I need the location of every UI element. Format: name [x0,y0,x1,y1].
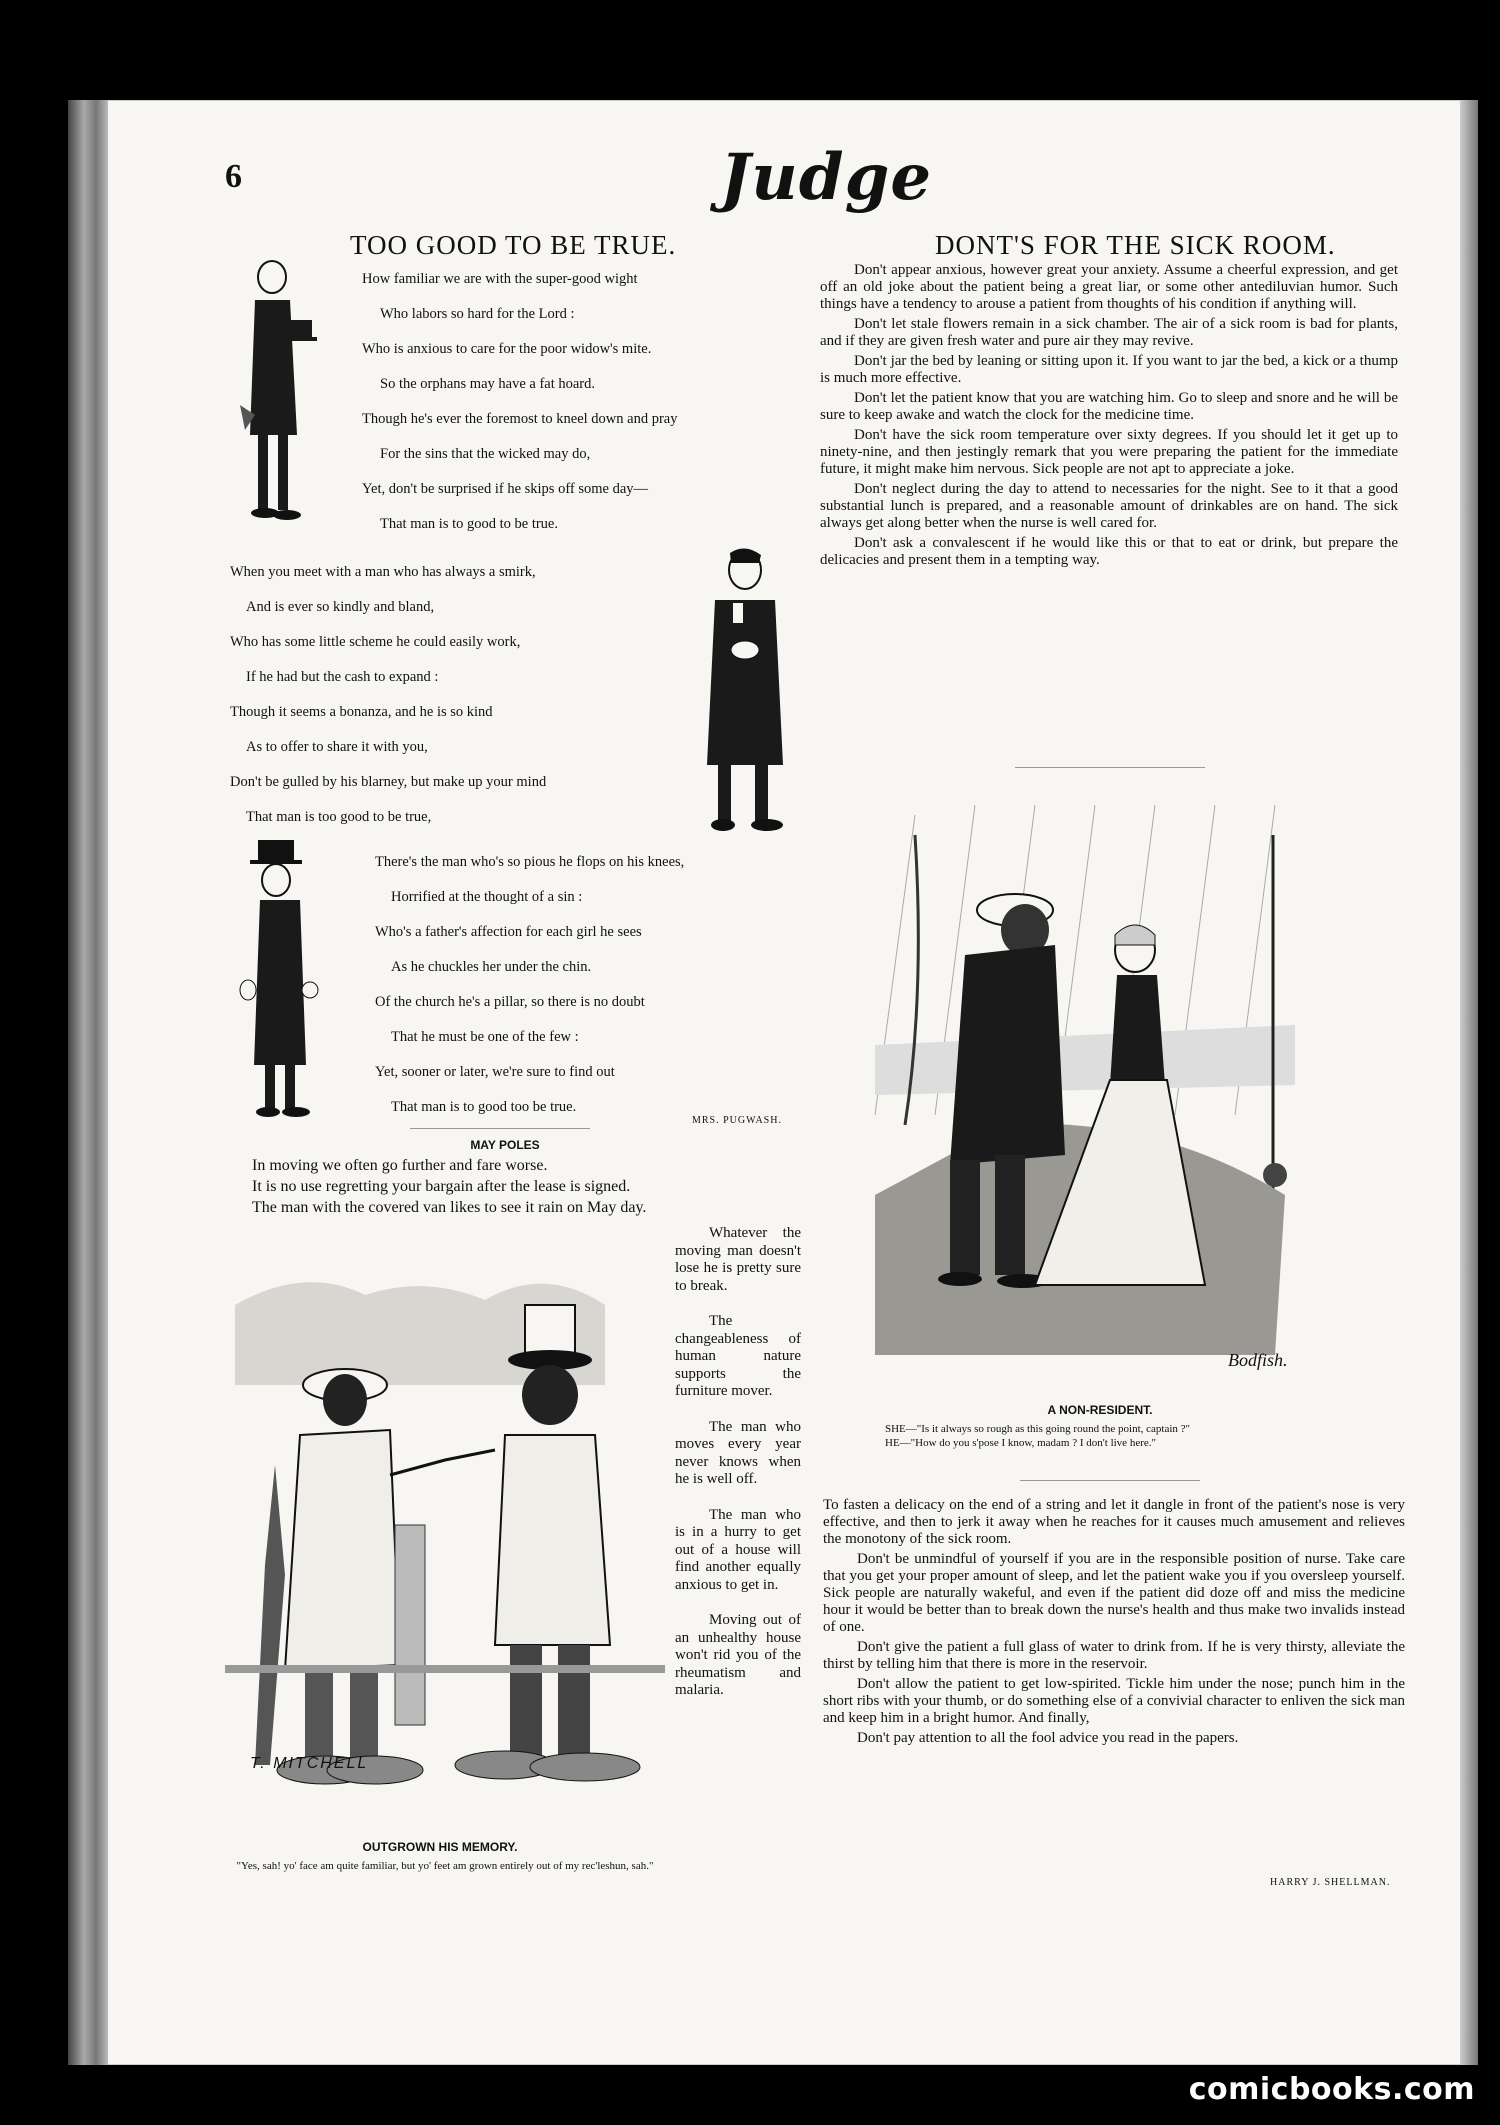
sickroom-paragraph: To fasten a delicacy on the end of a string and let it dangle in front of the patient's nose is very effective, and then to jerk it away when he reaches for it causes much amusement and relieves the monotony of the sick room. [823,1497,1405,1547]
dialogue-he: HE—"How do you s'pose I know, madam ? I don't live here." [885,1437,1156,1449]
poem-line: Who's a father's affection for each girl he sees [375,924,642,940]
poem-line: If he had but the cash to expand : [246,669,439,685]
figure-pious-man-illustration [230,840,340,1120]
outgrown-memory-cartoon [225,1245,665,1820]
poem-line: As he chuckles her under the chin. [391,959,592,975]
sickroom-text-2 [823,1497,1405,1750]
non-resident-dialogue [885,1422,1305,1450]
poem-line: Don't be gulled by his blarney, but make up your mind [230,774,547,790]
poem-line: So the orphans may have a fat hoard. [380,376,596,392]
section-divider [1015,767,1205,768]
poem-line: Yet, sooner or later, we're sure to find out [375,1064,615,1080]
poem-line: That he must be one of the few : [391,1029,579,1045]
sickroom-paragraph: Don't allow the patient to get low-spirited. Tickle him under the nose; punch him in the short ribs with your thumb, or do something else of a convivial character to enliven the sick man and keep him in a bright humor. And finally, [823,1676,1405,1726]
poem-line: Yet, don't be surprised if he skips off some day— [362,481,649,497]
outgrown-memory-caption: OUTGROWN HIS MEMORY. [362,1840,518,1854]
page-number: 6 [225,158,242,195]
sickroom-author: HARRY J. SHELLMAN. [1270,1877,1391,1888]
sickroom-title: DONT'S FOR THE SICK ROOM. [935,230,1336,260]
poem-line: That man is too good to be true, [246,809,432,825]
poem-line: Though he's ever the foremost to kneel down and pray [362,411,678,427]
may-poles-line: It is no use regretting your bargain after the lease is signed. [252,1178,631,1195]
poem-line: Who labors so hard for the Lord : [380,306,575,322]
figure-smirking-man-illustration [675,545,795,835]
sickroom-paragraph: Don't neglect during the day to attend to necessaries for the night. See to it that a good substantial lunch is prepared, and a reasonable amount of drinkables are on hand. The sick always get along better when the nurse is well cared for. [820,481,1398,531]
page-binding [68,100,108,2065]
watermark-text: comicbooks.com [1188,2072,1475,2107]
sickroom-paragraph: Don't be unmindful of yourself if you are in the responsible position of nurse. Take care that you get your proper amount of sleep, and let the patient wake you if you oversleep yourself. Sick people are naturally wakeful, and even if the patient did doze off and miss the medicine hour it would be better than to break down the nurse's health and thus make two invalids instead of one. [823,1551,1405,1635]
sickroom-paragraph: Don't pay attention to all the fool advice you read in the papers. [857,1730,1239,1746]
poem-title: TOO GOOD TO BE TRUE. [350,230,677,260]
may-poles-paragraph: Whatever the moving man doesn't lose he is pretty sure to break. [675,1225,801,1294]
figure-tophat-man-illustration [215,255,330,545]
poem-line: And is ever so kindly and bland, [246,599,435,615]
poem-author: MRS. PUGWASH. [692,1115,782,1126]
sickroom-paragraph: Don't ask a convalescent if he would like this or that to eat or drink, but prepare the delicacies and present them in a tempting way. [820,535,1398,568]
sickroom-paragraph: Don't let the patient know that you are watching him. Go to sleep and snore and he will be sure to keep awake and watch the clock for the medicine time. [820,390,1398,423]
poem-line: That man is to good to be true. [380,516,558,532]
masthead-logo: Judge [720,140,933,215]
section-divider [410,1128,590,1129]
sickroom-paragraph: Don't give the patient a full glass of water to drink from. If he is very thirsty, alleviate the thirst by telling him that there is more in the reservoir. [823,1639,1405,1672]
page-edge [1460,100,1478,2065]
poem-line: Of the church he's a pillar, so there is no doubt [375,994,645,1010]
section-divider [1020,1480,1200,1481]
non-resident-cartoon [855,795,1315,1365]
may-poles-intro [252,1155,646,1218]
poem-line: Horrified at the thought of a sin : [391,889,583,905]
may-poles-paragraph: The man who is in a hurry to get out of a house will find another equally anxious to get in. [675,1506,801,1593]
cartoon-artist-signature: Bodfish. [1228,1350,1288,1370]
may-poles-column [675,1225,801,1703]
outgrown-memory-quote: "Yes, sah! yo' face am quite familiar, but yo' feet am grown entirely out of my rec'leshun, sah." [236,1860,654,1872]
sickroom-paragraph: Don't jar the bed by leaning or sitting upon it. If you want to jar the bed, a kick or a thump is much more effective. [820,353,1398,386]
poem-line: How familiar we are with the super-good wight [362,271,638,287]
sickroom-paragraph: Don't let stale flowers remain in a sick chamber. The air of a sick room is bad for plants, and if they are given fresh water and pure air they may revive. [820,316,1398,349]
sickroom-paragraph: Don't have the sick room temperature over sixty degrees. If you should let it get up to ninety-nine, and then jestingly remark that you were preparing the patient for the immediate future, it might make him nervous. Sick people are not apt to appreciate a joke. [820,427,1398,477]
may-poles-line: The man with the covered van likes to see it rain on May day. [252,1199,647,1216]
sickroom-paragraph: Don't appear anxious, however great your anxiety. Assume a cheerful expression, and get off an old joke about the patient being a great liar, or some other antediluvian humor. Such things have a tendency to arouse a patient from thoughts of his condition if anything will. [820,262,1398,312]
may-poles-line: In moving we often go further and fare worse. [252,1157,548,1174]
poem-line: Who is anxious to care for the poor widow's mite. [362,341,652,357]
may-poles-title: MAY POLES [470,1138,540,1152]
may-poles-paragraph: The changeableness of human nature supports the furniture mover. [675,1313,801,1399]
poem-line: That man is to good too be true. [391,1099,577,1115]
poem-line: There's the man who's so pious he flops on his knees, [375,854,685,870]
non-resident-caption: A NON-RESIDENT. [1047,1403,1153,1417]
poem-stanza-3 [375,845,684,1125]
poem-line: For the sins that the wicked may do, [380,446,591,462]
sickroom-text-1 [820,262,1398,572]
cartoon-artist-signature: T. MITCHELL [250,1755,369,1772]
dialogue-she: SHE—"Is it always so rough as this going round the point, captain ?" [885,1423,1191,1435]
poem-line: When you meet with a man who has always a smirk, [230,564,536,580]
may-poles-paragraph: The man who moves every year never knows when he is well off. [675,1418,801,1487]
poem-line: Though it seems a bonanza, and he is so kind [230,704,493,720]
poem-line: Who has some little scheme he could easily work, [230,634,521,650]
poem-line: As to offer to share it with you, [246,739,428,755]
may-poles-paragraph: Moving out of an unhealthy house won't rid you of the rheumatism and malaria. [675,1612,801,1698]
poem-stanza-1 [362,262,677,542]
poem-stanza-2 [230,555,546,835]
